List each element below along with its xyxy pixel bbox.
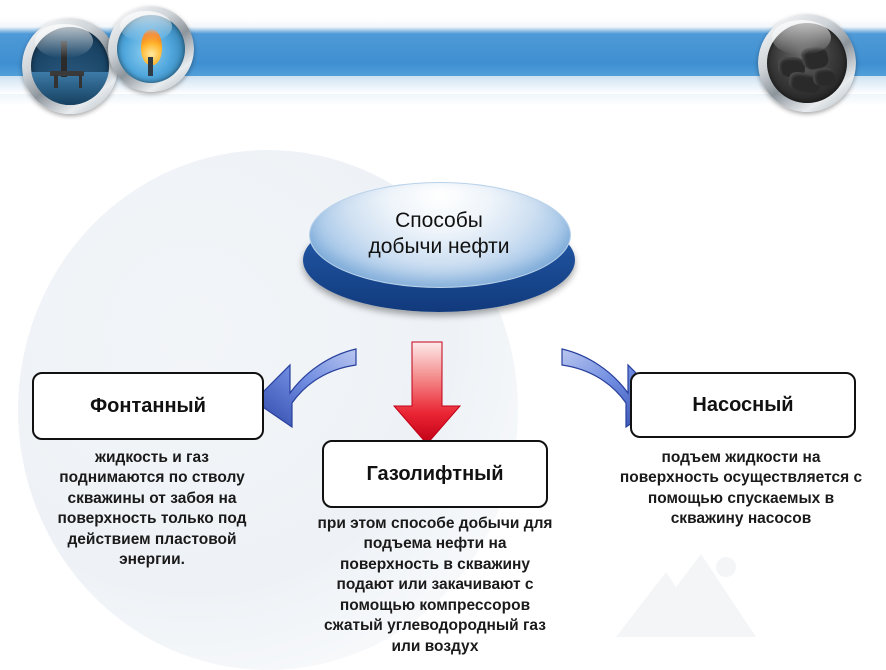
- oil-rig-photo-icon: [22, 18, 118, 114]
- central-node-line1: Способы: [395, 208, 483, 232]
- platform-leg-shape: [54, 75, 57, 87]
- watermark-graphic: [606, 542, 766, 652]
- method-box-gazlift[interactable]: [322, 440, 548, 508]
- bubble-photo: [767, 23, 847, 103]
- coal-photo-icon: [758, 14, 856, 112]
- arrow-left-icon: [252, 345, 362, 431]
- central-node-line2: добычи нефти: [368, 235, 510, 258]
- bubble-photo: [117, 15, 185, 83]
- arrow-down-icon: [390, 340, 464, 448]
- platform-leg-shape: [79, 75, 82, 87]
- coal-lump-shape: [813, 67, 837, 87]
- method-title-fontan: Фонтанный: [90, 394, 206, 417]
- method-box-nasos[interactable]: [630, 372, 856, 438]
- central-node-label: [309, 182, 569, 286]
- bubble-photo: [31, 27, 109, 105]
- central-node: [303, 182, 575, 314]
- flare-stack-shape: [148, 57, 153, 76]
- method-title-nasos: Насосный: [692, 393, 794, 416]
- method-description-nasos: подъем жидкости на поверхность осуществляется с помощью спускаемых в скважину насосов: [619, 449, 863, 528]
- method-box-fontan[interactable]: [32, 372, 264, 440]
- method-description-fontan: жидкость и газ поднимаются по стволу скважины от забоя на поверхность только под действием пластовой энергии.: [57, 449, 247, 569]
- method-title-gazlift: Газолифтный: [366, 462, 504, 485]
- method-description-gazlift: при этом способе добычи для подъема нефти на поверхность в скважину подают или закачивают с помощью компрессоров сжатый углеводородный газ или воздух: [317, 515, 553, 655]
- sea-shape: [31, 72, 109, 105]
- gas-flare-photo-icon: [108, 6, 194, 92]
